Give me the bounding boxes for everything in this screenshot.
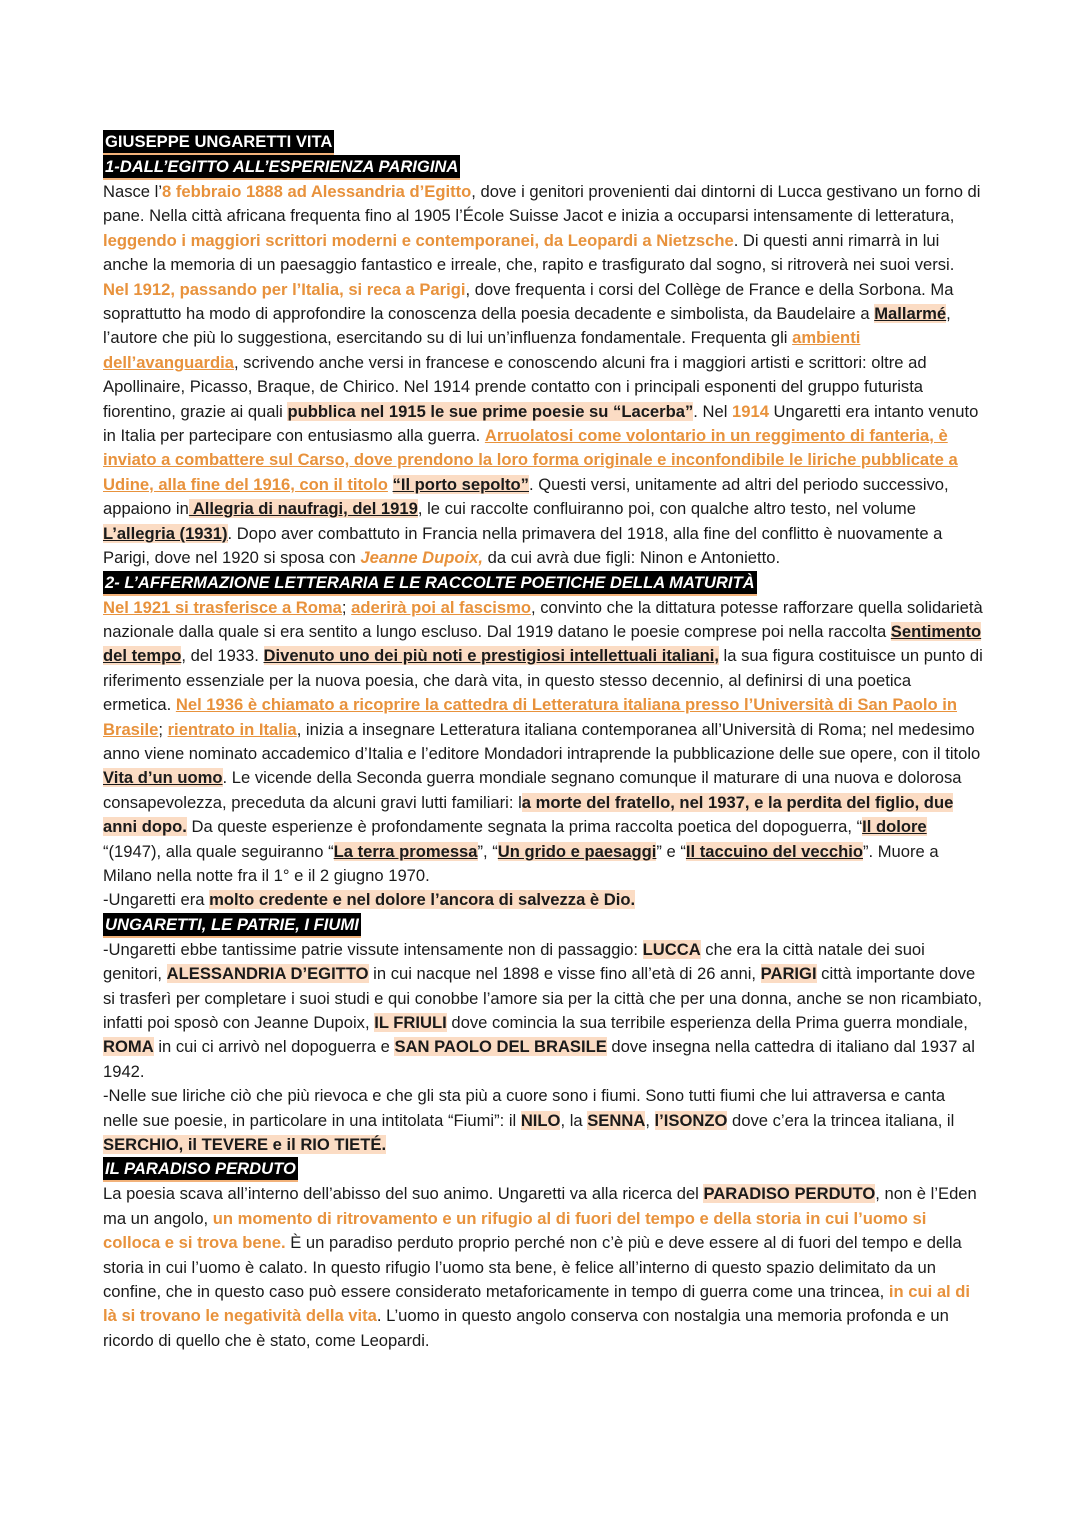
text: . Le vicende della Seconda guerra mondiale segnano comunque il maturare di una nuova e dolorosa consapevolezza, preceduta da alcuni gravi lutti familiari: l <box>103 768 962 812</box>
keyword-credente: molto credente e nel dolore l’ancora di salvezza è Dio. <box>209 890 636 910</box>
text: in cui ci arrivò nel dopoguerra e <box>153 1037 395 1057</box>
text: ” e “ <box>656 841 686 861</box>
text: , dove frequenta i corsi del Collège de France e della Sorbona. Ma soprattutto ha modo di approfondire la conoscenza della poesia decadente e simbolista, da Baudelaire a <box>103 279 954 324</box>
text: È un paradiso perduto proprio perché non c’è più e deve essere al di fuori del tempo e della storia in cui l’uomo è calato. In questo rifugio l’uomo sta bene, è felice all’interno di questo spazio delimitato da un confine, che in questo caso può essere considerato metaforicamente in tempo di guerra come una trincea, <box>103 1233 962 1302</box>
keyword-lucca: LUCCA <box>642 939 701 959</box>
keyword-isonzo: l’ISONZO <box>654 1110 728 1130</box>
document-title: GIUSEPPE UNGARETTI VITA <box>103 130 334 155</box>
text: , la <box>560 1110 588 1130</box>
keyword-vita-uomo: Vita d’un uomo <box>103 768 223 788</box>
text: ”. Muore a Milano nella notte fra il 1° e il 2 giugno 1970. <box>103 841 939 885</box>
highlight-orange: ambienti dell’avanguardia <box>103 328 861 372</box>
keyword-serchio-tevere-tiete: SERCHIO, il TEVERE e il RIO TIETÉ. <box>103 1135 387 1155</box>
text: . Di questi anni rimarrà in lui anche la memoria di un paesaggio fantastico e irreale, che, rapito e trasfigurato dal sogno, si ritroverà nei suoi versi. <box>103 230 955 275</box>
highlight-orange: Nel 1936 è chiamato a ricoprire la cattedra di Letteratura italiana presso l’Università di San Paolo in Brasile <box>103 695 957 739</box>
highlight-orange: Nel 1921 si trasferisce a Roma <box>103 597 342 617</box>
highlight-orange: un momento di ritrovamento e un rifugio al di fuori del tempo e della storia in cui l’uomo si colloca e si trova bene. <box>103 1208 927 1253</box>
text: ”, “ <box>477 841 498 861</box>
text: , dove i genitori provenienti dai dintorni di Lucca gestivano un forno di pane. Nella città africana frequenta fino al 1905 l’École Suisse Jacot e inizia a occuparsi intensamente di letteratura, <box>103 182 981 226</box>
text: , convinto che la dittatura potesse rafforzare quella solidarietà nazionale dalla quale si era sentito a lungo escluso. Dal 1919 datano le poesie comprese poi nella raccolta <box>103 597 983 641</box>
text: . Questi versi, unitamente ad altri del periodo successivo, appaiono in <box>103 474 949 519</box>
text: in cui nacque nel 1898 e visse fino all’età di 26 anni, <box>368 964 761 984</box>
keyword-alessandria: ALESSANDRIA D’EGITTO <box>166 964 369 984</box>
section-heading-2: 2- L’AFFERMAZIONE LETTERARIA E LE RACCOLTE POETICHE DELLA MATURITÀ <box>103 571 757 596</box>
text: dove c’era la trincea italiana, il <box>727 1110 955 1130</box>
keyword-taccuino: Il taccuino del vecchio <box>685 841 863 861</box>
text: dove insegna nella cattedra di italiano dal 1937 al 1942. <box>103 1037 975 1081</box>
paragraph-egitto-parigi <box>103 180 983 571</box>
paragraph-fiumi <box>103 1084 983 1157</box>
text: “(1947), alla quale seguiranno “ <box>103 841 334 861</box>
text: . Dopo aver combattuto in Francia nella primavera del 1918, alla fine del conflitto è nuovamente a Parigi, dove nel 1920 si sposa con <box>103 523 943 568</box>
document-body <box>103 130 983 1353</box>
text: -Ungaretti era <box>103 890 210 910</box>
keyword-allegria-naufragi: Allegria di naufragi, del 1919 <box>188 499 418 519</box>
section-heading-3: UNGARETTI, LE PATRIE, I FIUMI <box>103 913 361 938</box>
text: città importante dove si trasferì per completare i suoi studi e qui conobbe l’amore sia per la città che per una donna, anche se non ricambiato, infatti poi sposò con Jeanne Dupoix, <box>103 964 983 1032</box>
text <box>388 475 393 494</box>
highlight-orange: Arruolatosi come volontario in un reggimento di fanteria, è inviato a combattere sul Carso, dove prendono la loro forma originale e inconfondibile le liriche pubblicate a Udine, alla fine del 1916, con il titolo <box>103 426 958 494</box>
keyword-san-paolo: SAN PAOLO DEL BRASILE <box>394 1037 607 1057</box>
keyword-sentimento-tempo: Sentimento del tempo <box>103 621 982 666</box>
keyword-porto-sepolto: “Il porto sepolto” <box>392 474 529 494</box>
text: ; <box>341 597 352 617</box>
text: La poesia scava all’interno dell’abisso del suo animo. Ungaretti va alla ricerca del <box>103 1184 704 1204</box>
text: . L’uomo in questo angolo conserva con nostalgia una memoria profonda e un ricordo di quello che è stato, come Leopardi. <box>103 1306 949 1350</box>
paragraph-patrie <box>103 938 983 1084</box>
text: la sua figura costituisce un punto di riferimento essenziale per la nuova poesia, che darà vita, in questo stesso decennio, al definirsi di una poetica ermetica. <box>103 646 983 715</box>
keyword-intellettuali: Divenuto uno dei più noti e prestigiosi intellettuali italiani, <box>263 646 719 666</box>
text: che era la città natale dei suoi genitori, <box>103 939 925 984</box>
highlight-orange: rientrato in Italia <box>167 719 297 739</box>
keyword-lutti: a morte del fratello, nel 1937, e la perdita del figlio, due anni dopo. <box>103 792 954 837</box>
keyword-roma: ROMA <box>103 1037 154 1057</box>
highlight-orange: 8 febbraio 1888 ad Alessandria d’Egitto <box>162 182 472 201</box>
text: , non è l’Eden ma un angolo, <box>103 1184 977 1228</box>
keyword-il-dolore: Il dolore <box>862 817 927 837</box>
text: Ungaretti era intanto venuto in Italia per partecipare con entusiasmo alla guerra. <box>103 401 979 446</box>
section-heading-1: 1-DALL’EGITTO ALL’ESPERIENZA PARIGINA <box>103 155 460 180</box>
text: Da queste esperienze è profondamente segnata la prima raccolta poetica del dopoguerra, “ <box>186 817 863 837</box>
text: da cui avrà due figli: Ninon e Antonietto. <box>483 548 781 568</box>
highlight-orange: in cui al di là si trovano le negatività della vita <box>103 1282 971 1326</box>
text: ; <box>158 719 168 739</box>
keyword-mallarme: Mallarmé <box>874 304 947 324</box>
highlight-orange: 1914 <box>732 401 769 421</box>
text: , l’autore che più lo suggestiona, esercitando su di lui un’influenza fondamentale. Frequenta gli <box>103 304 951 348</box>
text: Nasce l’ <box>103 182 163 201</box>
paragraph-credente <box>103 888 983 912</box>
highlight-orange: aderirà poi al fascismo <box>351 597 531 617</box>
highlight-orange: Nel 1912, passando per l’Italia, si reca a Parigi <box>103 279 466 299</box>
text: , le cui raccolte confluiranno poi, con qualche altro testo, nel volume <box>417 499 916 519</box>
keyword-paradiso-perduto: PARADISO PERDUTO <box>703 1184 876 1204</box>
paragraph-maturita <box>103 596 983 889</box>
section-heading-4: IL PARADISO PERDUTO <box>103 1157 298 1182</box>
keyword-nilo: NILO <box>520 1110 561 1130</box>
text: , <box>645 1110 655 1130</box>
keyword-terra-promessa: La terra promessa <box>333 841 478 861</box>
text: , scrivendo anche versi in francese e conoscendo alcuni fra i maggiori artisti e scrittori: oltre ad Apollinaire, Picasso, Braque, de Chirico. Nel 1914 prende contatto con i principali esponenti del gruppo futurista fiorentino, grazie ai quali <box>103 352 927 421</box>
text: , del 1933. <box>181 646 264 666</box>
text: dove comincia la sua terribile esperienza della Prima guerra mondiale, <box>446 1013 968 1032</box>
paragraph-paradiso <box>103 1182 983 1353</box>
keyword-allegria: L’allegria (1931) <box>103 523 228 543</box>
keyword-grido-paesaggi: Un grido e paesaggi <box>497 841 657 861</box>
highlight-orange: Jeanne Dupoix, <box>360 548 484 568</box>
keyword-parigi: PARIGI <box>760 964 817 984</box>
text: . Nel <box>693 401 733 421</box>
keyword-lacerba: pubblica nel 1915 le sue prime poesie su “Lacerba” <box>287 401 694 421</box>
keyword-senna: SENNA <box>587 1110 646 1130</box>
text: , inizia a insegnare Letteratura italiana contemporanea all’Università di Roma; nel medesimo anno viene nominato accademico d’Italia e l’editore Mondadori intraprende la pubblicazione delle sue opere, con il titolo <box>103 719 981 763</box>
highlight-orange: leggendo i maggiori scrittori moderni e contemporanei, da Leopardi a Nietzsche <box>103 230 734 250</box>
keyword-friuli: IL FRIULI <box>374 1013 447 1032</box>
text: -Nelle sue liriche ciò che più rievoca e che gli sta più a cuore sono i fiumi. Sono tutti fiumi che lui attraversa e canta nelle sue poesie, in particolare in una intitolata “Fiumi”: il <box>103 1086 946 1130</box>
text: -Ungaretti ebbe tantissime patrie vissute intensamente non di passaggio: <box>103 939 643 959</box>
